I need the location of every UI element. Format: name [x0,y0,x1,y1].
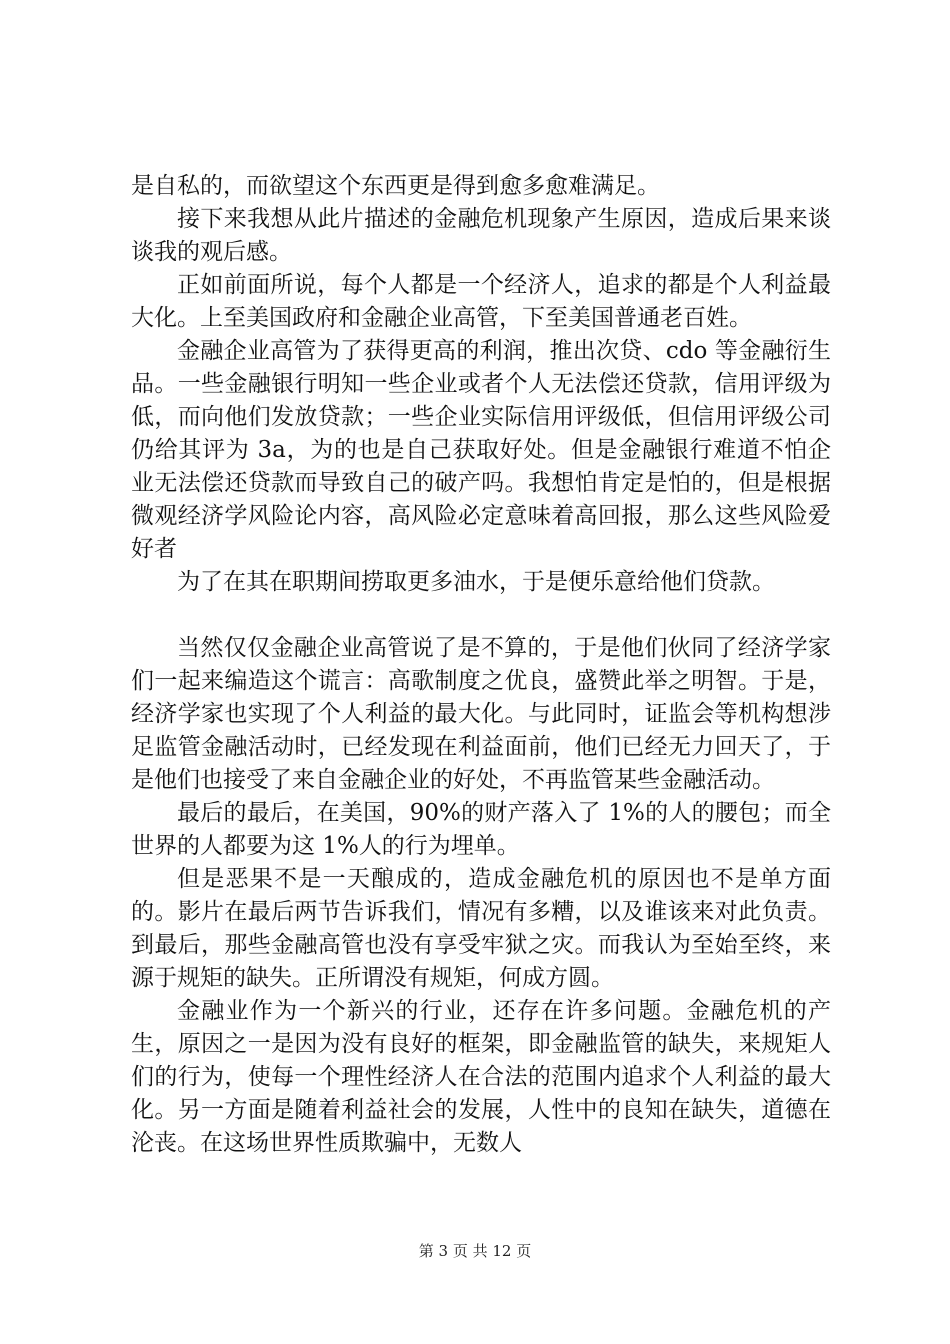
document-body [131,170,831,1160]
paragraph-9: 金融业作为一个新兴的行业，还存在许多问题。金融危机的产生，原因之一是因为没有良好的框架，即金融监管的缺失，来规矩人们的行为，使每一个理性经济人在合法的范围内追求个人利益的最大化。另一方面是随着利益社会的发展，人性中的良知在缺失，道德在沦丧。在这场世界性质欺骗中，无数人 [131,998,831,1156]
paragraph-5: 为了在其在职期间捞取更多油水，于是便乐意给他们贷款。 [177,569,775,595]
paragraph-1: 是自私的，而欲望这个东西更是得到愈多愈难满足。 [131,173,660,199]
paragraph-4: 金融企业高管为了获得更高的利润，推出次贷、cdo 等金融衍生品。一些金融银行明知一些企业或者个人无法偿还贷款，信用评级为低，而向他们发放贷款；一些企业实际信用评级低，但信用评级公司仍给其评为 3a，为的也是自己获取好处。但是金融银行难道不怕企业无法偿还贷款而导致自己的破产吗。我想怕肯定是怕的，但是根据微观经济学风险论内容，高风险必定意味着高回报，那么这些风险爱好者 [131,338,831,562]
page-number-footer: 第 3 页 共 12 页 [418,1242,532,1260]
paragraph-7: 最后的最后，在美国，90%的财产落入了 1%的人的腰包；而全世界的人都要为这 1%人的行为埋单。 [131,800,831,859]
paragraph-8: 但是恶果不是一天酿成的，造成金融危机的原因也不是单方面的。影片在最后两节告诉我们，情况有多糟，以及谁该来对此负责。到最后，那些金融高管也没有享受牢狱之灾。而我认为至始至终，来源于规矩的缺失。正所谓没有规矩，何成方圆。 [131,866,831,991]
paragraph-3: 正如前面所说，每个人都是一个经济人，追求的都是个人利益最大化。上至美国政府和金融企业高管，下至美国普通老百姓。 [131,272,831,331]
paragraph-6: 当然仅仅金融企业高管说了是不算的，于是他们伙同了经济学家们一起来编造这个谎言：高歌制度之优良，盛赞此举之明智。于是，经济学家也实现了个人利益的最大化。与此同时，证监会等机构想涉足监管金融活动时，已经发现在利益面前，他们已经无力回天了，于是他们也接受了来自金融企业的好处，不再监管某些金融活动。 [131,635,831,793]
paragraph-2: 接下来我想从此片描述的金融危机现象产生原因，造成后果来谈谈我的观后感。 [131,206,831,265]
